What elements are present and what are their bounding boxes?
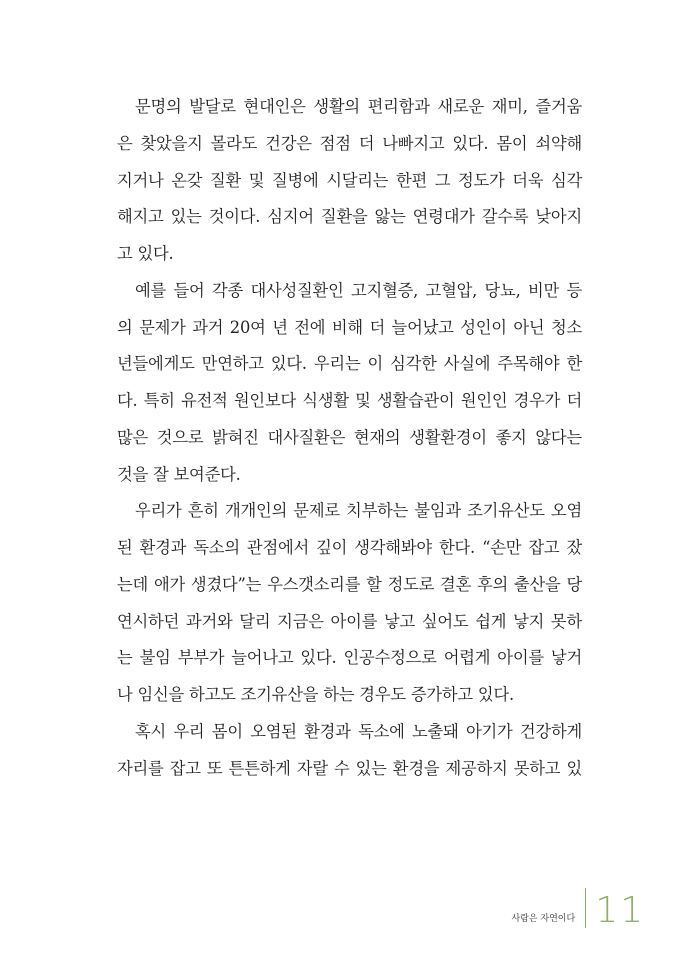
body-line: 자리를 잡고 또 튼튼하게 자랄 수 있는 환경을 제공하지 못하고 있: [117, 758, 582, 778]
body-line: 혹시 우리 몸이 오염된 환경과 독소에 노출돼 아기가 건강하게: [135, 721, 582, 741]
body-line: 예를 들어 각종 대사성질환인 고지혈증, 고혈압, 당뇨, 비만 등: [135, 280, 582, 300]
footer-divider: [585, 888, 586, 928]
body-line: 나 임신을 하고도 조기유산을 하는 경우도 증가하고 있다.: [117, 685, 514, 704]
body-line: 은 찾았을지 몰라도 건강은 점점 더 나빠지고 있다. 몸이 쇠약해: [117, 133, 582, 153]
body-line: 지거나 온갖 질환 및 질병에 시달리는 한편 그 정도가 더욱 심각: [117, 170, 582, 190]
running-footer-title: 사람은 자연이다: [511, 914, 576, 924]
body-line: 다. 특히 유전적 원인보다 식생활 및 생활습관이 원인인 경우가 더: [117, 391, 582, 410]
body-line: 년들에게도 만연하고 있다. 우리는 이 심각한 사실에 주목해야 한: [117, 354, 582, 374]
page-footer: [511, 888, 645, 931]
body-line: 고 있다.: [117, 244, 174, 263]
body-line: 우리가 흔히 개개인의 문제로 치부하는 불임과 조기유산도 오염: [135, 501, 582, 521]
body-line: 해지고 있는 것이다. 심지어 질환을 앓는 연령대가 갈수록 낮아지: [117, 207, 582, 227]
body-line: 된 환경과 독소의 관점에서 깊이 생각해봐야 한다. “손만 잡고 잤: [117, 538, 582, 557]
body-line: 는 불임 부부가 늘어나고 있다. 인공수정으로 어렵게 아이를 낳거: [117, 648, 582, 668]
body-line: 문명의 발달로 현대인은 생활의 편리함과 새로운 재미, 즐거움: [135, 97, 582, 116]
page-number: 11: [595, 890, 645, 931]
body-line: 것을 잘 보여준다.: [117, 464, 241, 484]
body-text: [117, 94, 582, 792]
body-line: 는데 애가 생겼다”는 우스갯소리를 할 정도로 결혼 후의 출산을 당: [117, 574, 582, 594]
body-line: 많은 것으로 밝혀진 대사질환은 현재의 생활환경이 좋지 않다는: [117, 427, 582, 447]
body-line: 연시하던 과거와 달리 지금은 아이를 낳고 싶어도 쉽게 낳지 못하: [117, 611, 582, 631]
body-line: 의 문제가 과거 20여 년 전에 비해 더 늘어났고 성인이 아닌 청소: [117, 317, 582, 337]
